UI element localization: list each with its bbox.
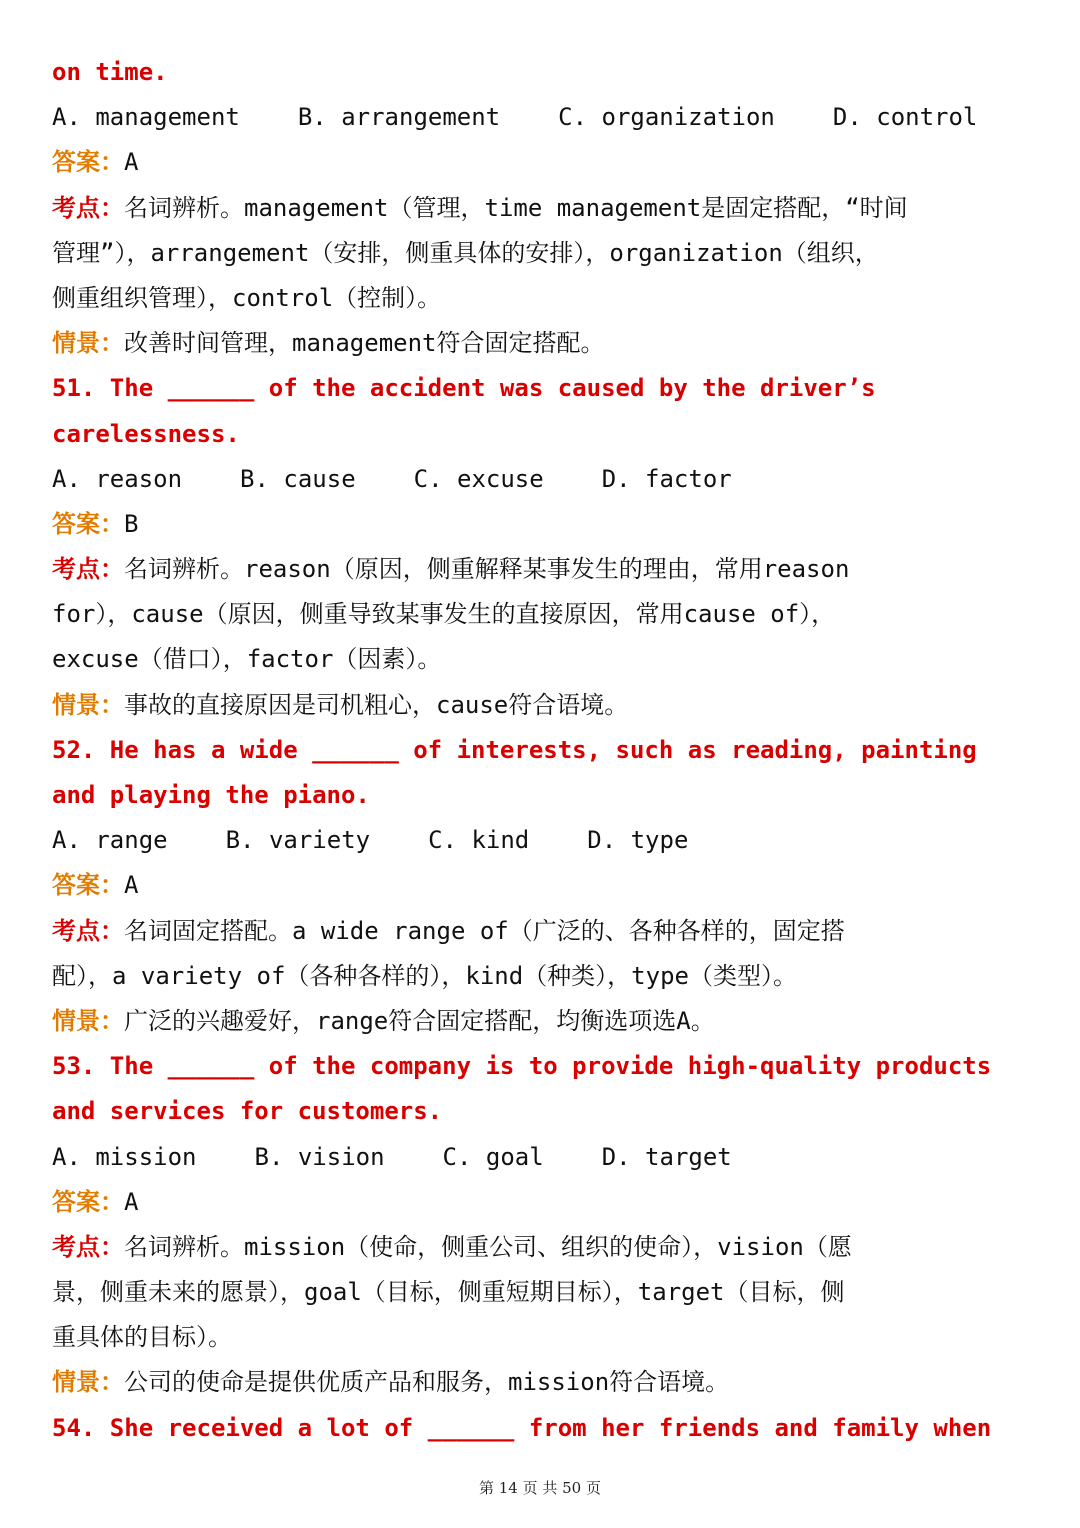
option-c: C. excuse: [413, 464, 544, 493]
option-b: B. arrangement: [297, 103, 501, 132]
explanation-text: 配），a variety of（各种各样的），kind（种类），type（类型）。: [52, 961, 797, 990]
answer-options: [52, 457, 1037, 502]
explanation-text: excuse（借口），factor（因素）。: [52, 645, 442, 674]
context-label: 情景：: [52, 690, 124, 719]
key-point-label: 考点：: [52, 555, 124, 584]
option-b: B. cause: [240, 464, 356, 493]
answer-options: [52, 1135, 1037, 1180]
answer-line: [52, 502, 1037, 547]
context-line: [52, 321, 1037, 366]
question-text: 52. He has a wide ______ of interests, such as reading, painting: [52, 735, 977, 764]
key-point-text: 名词固定搭配。a wide range of（广泛的、各种各样的，固定搭: [124, 916, 845, 945]
option-a: A. reason: [52, 464, 183, 493]
context-text: 公司的使命是提供优质产品和服务，mission符合语境。: [124, 1368, 730, 1397]
question-text: and playing the piano.: [52, 781, 370, 809]
key-point-label: 考点：: [52, 193, 124, 222]
context-text: 改善时间管理，management符合固定搭配。: [124, 329, 605, 358]
option-c: C. organization: [558, 103, 775, 132]
key-point-line: [52, 909, 1037, 954]
question-text: 51. The ______ of the accident was caused by the driver’s: [52, 374, 876, 403]
option-a: A. range: [52, 826, 168, 855]
explanation-text: 重具体的目标）。: [52, 1323, 232, 1352]
answer-label: 答案：: [52, 1187, 124, 1216]
context-line: [52, 1360, 1037, 1405]
key-point-text: 名词辨析。mission（使命，侧重公司、组织的使命），vision（愿: [124, 1232, 852, 1261]
option-d: D. type: [587, 826, 689, 855]
option-c: C. kind: [428, 826, 530, 855]
answer-label: 答案：: [52, 509, 124, 538]
answer-text: A: [124, 871, 139, 900]
question-text: and services for customers.: [52, 1097, 443, 1126]
context-text: 事故的直接原因是司机粗心，cause符合语境。: [124, 690, 629, 719]
explanation-text: 侧重组织管理），control（控制）。: [52, 283, 442, 312]
page-footer: 第 14 页 共 50 页: [478, 1479, 601, 1497]
question-text: carelessness.: [52, 419, 240, 448]
question-text: 53. The ______ of the company is to provide high-quality products: [52, 1052, 992, 1081]
context-line: [52, 999, 1037, 1044]
option-d: D. control: [832, 103, 978, 132]
key-point-label: 考点：: [52, 1232, 124, 1261]
answer-text: B: [124, 509, 139, 538]
question-text: on time.: [52, 58, 168, 86]
option-a: A. management: [52, 103, 240, 132]
document-page: [52, 50, 1037, 1451]
explanation-text: for），cause（原因，侧重导致某事发生的直接原因，常用cause of），: [52, 600, 836, 629]
key-point-line: [52, 186, 1037, 231]
context-label: 情景：: [52, 329, 124, 358]
answer-options: [52, 818, 1037, 863]
explanation-text: 景，侧重未来的愿景），goal（目标，侧重短期目标），target（目标，侧: [52, 1278, 845, 1307]
context-line: [52, 683, 1037, 728]
answer-line: [52, 140, 1037, 185]
option-a: A. mission: [52, 1142, 197, 1171]
context-label: 情景：: [52, 1368, 124, 1397]
option-d: D. factor: [601, 464, 732, 493]
answer-options: [52, 95, 1037, 140]
answer-line: [52, 1180, 1037, 1225]
key-point-line: [52, 1225, 1037, 1270]
option-d: D. target: [601, 1142, 732, 1171]
option-b: B. vision: [254, 1142, 385, 1171]
answer-label: 答案：: [52, 871, 124, 900]
key-point-text: 名词辨析。management（管理，time management是固定搭配，“时间: [124, 193, 908, 222]
answer-line: [52, 863, 1037, 908]
answer-text: A: [124, 1187, 139, 1216]
option-b: B. variety: [225, 826, 371, 855]
key-point-line: [52, 547, 1037, 592]
key-point-label: 考点：: [52, 916, 124, 945]
key-point-text: 名词辨析。reason（原因，侧重解释某事发生的理由，常用reason: [124, 555, 850, 584]
option-c: C. goal: [442, 1142, 544, 1171]
question-text: 54. She received a lot of ______ from her friends and family when: [52, 1413, 992, 1442]
answer-text: A: [124, 148, 139, 177]
answer-label: 答案：: [52, 148, 124, 177]
context-label: 情景：: [52, 1006, 124, 1035]
explanation-text: 管理”），arrangement（安排，侧重具体的安排），organization（组织，: [52, 238, 879, 267]
context-text: 广泛的兴趣爱好，range符合固定搭配，均衡选项选A。: [124, 1006, 715, 1035]
